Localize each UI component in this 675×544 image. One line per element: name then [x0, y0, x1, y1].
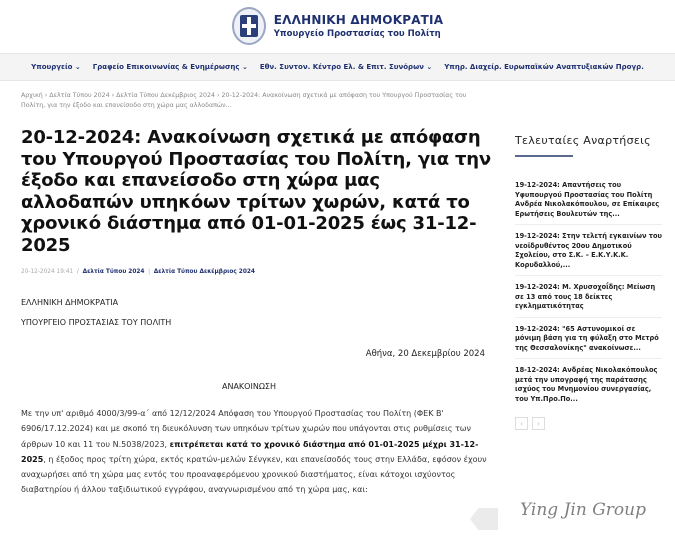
nav-item-eu-programs[interactable]: Υπηρ. Διαχείρ. Ευρωπαϊκών Αναπτυξιακών Προγρ.	[444, 63, 644, 71]
site-subtitle: Υπουργείο Προστασίας του Πολίτη	[273, 29, 441, 39]
article-paragraph	[21, 406, 487, 498]
place-date: Αθήνα, 20 Δεκεμβρίου 2024	[365, 349, 485, 359]
latest-posts-sidebar	[515, 134, 662, 430]
post-link[interactable]: 18-12-2024: Ανδρέας Νικολακόπουλος μετά την υπογραφή της παράτασης ισχύος του Μνημονίου συνεργασίας, του Υπ.Προ.Πο...	[515, 366, 658, 403]
coat-of-arms-logo[interactable]	[232, 7, 266, 45]
scroll-arrow-icon[interactable]	[470, 508, 498, 530]
watermark: Ying Jin Group	[520, 500, 646, 520]
article-meta: 20-12-2024 19:41 / Δελτία Τύπου 2024 | Δελτία Τύπου Δεκέμβριος 2024	[21, 269, 255, 275]
breadcrumb[interactable]: Αρχική › Δελτία Τύπου 2024 › Δελτία Τύπου Δεκέμβριος 2024 › 20-12-2024: Ανακοίνωση σχετικά με απόφαση του Υπουργού Προστασίας του Πολίτη, για την έξοδο και επανείσοδο στη χώρα μας αλλοδαπών...	[21, 92, 467, 109]
category-link-december[interactable]: Δελτία Τύπου Δεκέμβριος 2024	[153, 269, 255, 275]
sidebar-title: Τελευταίες Αναρτήσεις	[515, 134, 651, 147]
org-line-2: ΥΠΟΥΡΓΕΙΟ ΠΡΟΣΤΑΣΙΑΣ ΤΟΥ ΠΟΛΙΤΗ	[21, 318, 172, 327]
sidebar-pager	[515, 417, 662, 430]
site-header	[0, 0, 675, 52]
paragraph-text: Με την υπ' αριθμό 4000/3/99-α΄ από 12/12/2024 Απόφαση του Υπουργού Προστασίας του Πολίτη (ΦΕΚ Β' 6906/17.12.2024) και με σκοπό τη διευκόλυνση των υπηκόων τρίτων χωρών που υπάγονται στις ρυθμίσεις των άρθρων 10 και 11 του Ν.5038/2023,	[21, 409, 471, 449]
announcement-heading: ΑΝΑΚΟΙΝΩΣΗ	[222, 382, 276, 391]
post-link[interactable]: 19-12-2024: Στην τελετή εγκαινίων του νεοϊδρυθέντος 20ου Δημοτικού Σχολείου, στο Σ.Κ. – Ε.Κ.Υ.Κ.Κ. Κορυδαλλού,...	[515, 228, 662, 276]
post-datetime: 20-12-2024 19:41	[21, 269, 74, 275]
post-link[interactable]: 19-12-2024: Μ. Χρυσοχοΐδης: Μείωση σε 13 από τους 18 δείκτες εγκληματικότητας	[515, 279, 662, 318]
nav-item-press-office[interactable]: Γραφείο Επικοινωνίας & Ενημέρωσης ⌄	[92, 63, 248, 71]
site-brand[interactable]	[274, 13, 443, 39]
category-link-2024[interactable]: Δελτία Τύπου 2024	[82, 269, 145, 275]
paragraph-text: , η έξοδος προς τρίτη χώρα, εκτός κρατών-μελών Σένγκεν, και επανείσοδός τους στην Ελλάδα, εφόσον έχουν αναχωρήσει από τη χώρα μας εντός του προαναφερόμενου χρονικού διαστήματος, είναι κάτοχοι ισχύοντος διαβατηρίου ή άλλου ταξιδιωτικού εγγράφου, αναγνωρισμένου από τη χώρα μας, και:	[21, 454, 487, 495]
prev-button[interactable]: ‹	[515, 417, 528, 430]
org-line-1: ΕΛΛΗΝΙΚΗ ΔΗΜΟΚΡΑΤΙΑ	[21, 298, 119, 307]
nav-item-border-center[interactable]: Εθν. Συντον. Κέντρο Ελ. & Επιτ. Συνόρων ⌄	[259, 63, 433, 71]
main-nav	[0, 53, 675, 81]
paragraph-bold: επιτρέπεται κατά το χρονικό διάστημα από 01-01-2025 μέχρι 31-12-2025	[21, 439, 479, 464]
page-title: 20-12-2024: Ανακοίνωση σχετικά με απόφαση του Υπουργού Προστασίας του Πολίτη, για την έξοδο και επανείσοδο στη χώρα μας αλλοδαπών υπηκόων τρίτων χωρών, κατά το χρονικό διάστημα από 01-01-2025 έως 31-12-2025	[21, 127, 491, 256]
post-link[interactable]: 19-12-2024: "65 Αστυνομικοί σε μόνιμη βάση για τη φύλαξη στο Μετρό της Θεσσαλονίκης" ανακοίνωσε...	[515, 321, 662, 360]
next-button[interactable]: ›	[532, 417, 545, 430]
nav-item-ministry[interactable]: Υπουργείο ⌄	[31, 63, 81, 71]
title-underline	[515, 155, 573, 157]
post-link[interactable]: 19-12-2024: Απαντήσεις του Υφυπουργού Προστασίας του Πολίτη Ανδρέα Νικολακόπουλου, σε Επίκαιρες Ερωτήσεις Βουλευτών της...	[515, 177, 662, 225]
site-title: ΕΛΛΗΝΙΚΗ ΔΗΜΟΚΡΑΤΙΑ	[273, 13, 444, 27]
